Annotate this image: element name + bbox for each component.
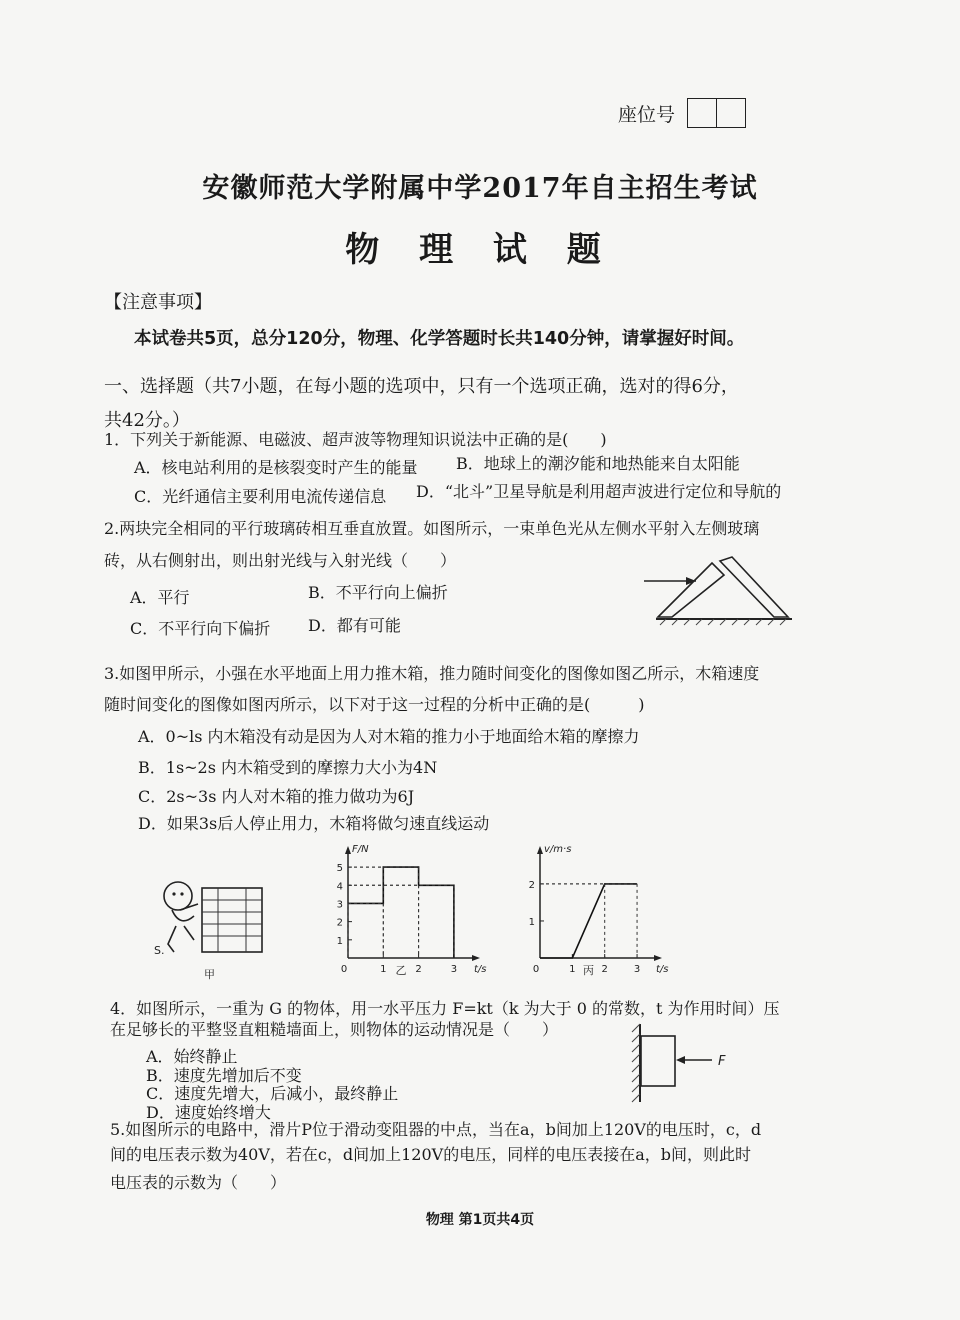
block (641, 1036, 675, 1086)
force-label: F (718, 1054, 726, 1069)
q5-stem-line2: 间的电压表示数为40V，若在c，d间加上120V的电压，同样的电压表接在a，b间，则此时 (110, 1145, 751, 1164)
seat-number (618, 98, 746, 128)
seat-label: 座位号 (618, 103, 676, 126)
y-axis-label: v/m·s (544, 844, 572, 855)
right-glass-brick (720, 557, 788, 617)
q5-stem-line3: 电压表的示数为（ ） (110, 1173, 287, 1192)
velocity-time-chart (520, 838, 670, 983)
x-tick-label: 0 (532, 964, 540, 975)
person-lettering: S. (154, 944, 165, 957)
person-head-icon (164, 882, 192, 910)
wall-hatching (632, 1024, 640, 1102)
q3-option-c: C．2s~3s 内人对木箱的推力做功为6J (138, 787, 415, 806)
y-axis-label: F/N (352, 844, 369, 855)
x-axis-label: t/s (474, 964, 487, 975)
y-axis-arrow-icon (345, 846, 351, 854)
q4-stem-line2: 在足够长的平整竖直粗糙墙面上，则物体的运动情况是（ ） (110, 1020, 559, 1039)
force-time-chart (320, 838, 487, 983)
x-tick-label: 3 (450, 964, 458, 975)
seat-boxes (687, 98, 746, 128)
y-tick-label: 4 (336, 881, 343, 893)
block-on-wall-figure (622, 1022, 742, 1106)
q3-option-b: B．1s~2s 内木箱受到的摩擦力大小为4N (138, 758, 438, 777)
q2-option-a: A．平行 (130, 588, 190, 607)
q3-option-a: A．0~ls 内木箱没有动是因为人对木箱的推力小于地面给木箱的摩擦力 (138, 727, 640, 746)
chart-name-label: 乙 (395, 964, 407, 977)
chart-name-label: 丙 (583, 964, 595, 977)
wooden-box (202, 888, 262, 952)
x-tick-label: 2 (601, 964, 608, 975)
q5-stem-line1: 5.如图所示的电路中，滑片P位于滑动变阻器的中点，当在a，b间加上120V的电压时，c，d (110, 1120, 762, 1139)
section1-line2: 共42分。） (104, 410, 190, 431)
q2-stem-line2: 砖，从右侧射出，则出射光线与入射光线（ ） (104, 551, 457, 570)
exam-title: 安徽师范大学附属中学2017年自主招生考试 (202, 173, 758, 204)
q2-stem-line1: 2.两块完全相同的平行玻璃砖相互垂直放置。如图所示，一束单色光从左侧水平射入左侧玻璃 (104, 519, 760, 538)
q4-option-d: D．速度始终增大 (146, 1103, 271, 1122)
q3-stem-line2: 随时间变化的图像如图丙所示，以下对于这一过程的分析中正确的是( ) (104, 695, 645, 714)
force-arrow-icon (676, 1056, 685, 1064)
q1-option-a: A．核电站利用的是核裂变时产生的能量 (134, 458, 418, 477)
x-tick-label: 1 (380, 964, 387, 975)
data-series-line (540, 884, 637, 958)
data-series-line (348, 867, 454, 958)
y-tick-label: 2 (336, 917, 343, 929)
x-tick-label: 1 (569, 964, 576, 975)
x-tick-label: 0 (340, 964, 348, 975)
x-tick-label: 2 (415, 964, 422, 975)
q4-option-b: B．速度先增加后不变 (146, 1066, 302, 1085)
x-axis-arrow-icon (472, 955, 480, 961)
notice-text: 本试卷共5页，总分120分，物理、化学答题时长共140分钟，请掌握好时间。 (134, 329, 745, 349)
exam-subtitle: 物 理 试 题 (345, 230, 615, 270)
page-footer: 物理 第1页共4页 (425, 1212, 535, 1228)
x-tick-label: 3 (633, 964, 641, 975)
q1-option-d: D．“北斗”卫星导航是利用超声波进行定位和导航的 (416, 482, 782, 501)
x-axis-arrow-icon (654, 955, 662, 961)
y-axis-arrow-icon (537, 846, 543, 854)
q2-option-c: C．不平行向下偏折 (130, 619, 271, 638)
section1-line1: 一、选择题（共7小题，在每小题的选项中，只有一个选项正确，选对的得6分， (104, 376, 739, 397)
q4-option-c: C．速度先增大，后减小，最终静止 (146, 1084, 399, 1103)
q1-option-b: B．地球上的潮汐能和地热能来自太阳能 (456, 454, 740, 473)
q3-stem-line1: 3.如图甲所示，小强在水平地面上用力推木箱，推力随时间变化的图像如图乙所示，木箱速度 (104, 664, 760, 683)
q2-option-d: D．都有可能 (308, 616, 401, 635)
y-tick-label: 3 (336, 899, 343, 911)
y-tick-label: 5 (336, 863, 343, 875)
q1-option-c: C．光纤通信主要利用电流传递信息 (134, 487, 387, 506)
q2-option-b: B．不平行向上偏折 (308, 583, 448, 602)
notice-heading: 【注意事项】 (104, 292, 212, 313)
y-tick-label: 1 (528, 916, 535, 928)
q4-option-a: A．始终静止 (146, 1047, 238, 1066)
glass-bricks-figure (640, 545, 800, 635)
figure-label-jia: 甲 (204, 968, 215, 981)
q3-option-d: D．如果3s后人停止用力，木箱将做匀速直线运动 (138, 814, 490, 833)
x-axis-label: t/s (656, 964, 669, 975)
left-glass-brick (658, 563, 724, 617)
q4-stem-line1: 4．如图所示，一重为 G 的物体，用一水平压力 F=kt（k 为大于 0 的常数，t 为作用时间）压 (110, 999, 780, 1018)
q1-stem: 1．下列关于新能源、电磁波、超声波等物理知识说法中正确的是( ) (104, 430, 607, 449)
y-tick-label: 1 (336, 935, 343, 947)
y-tick-label: 2 (528, 879, 535, 891)
person-pushing-box-figure (150, 870, 300, 980)
